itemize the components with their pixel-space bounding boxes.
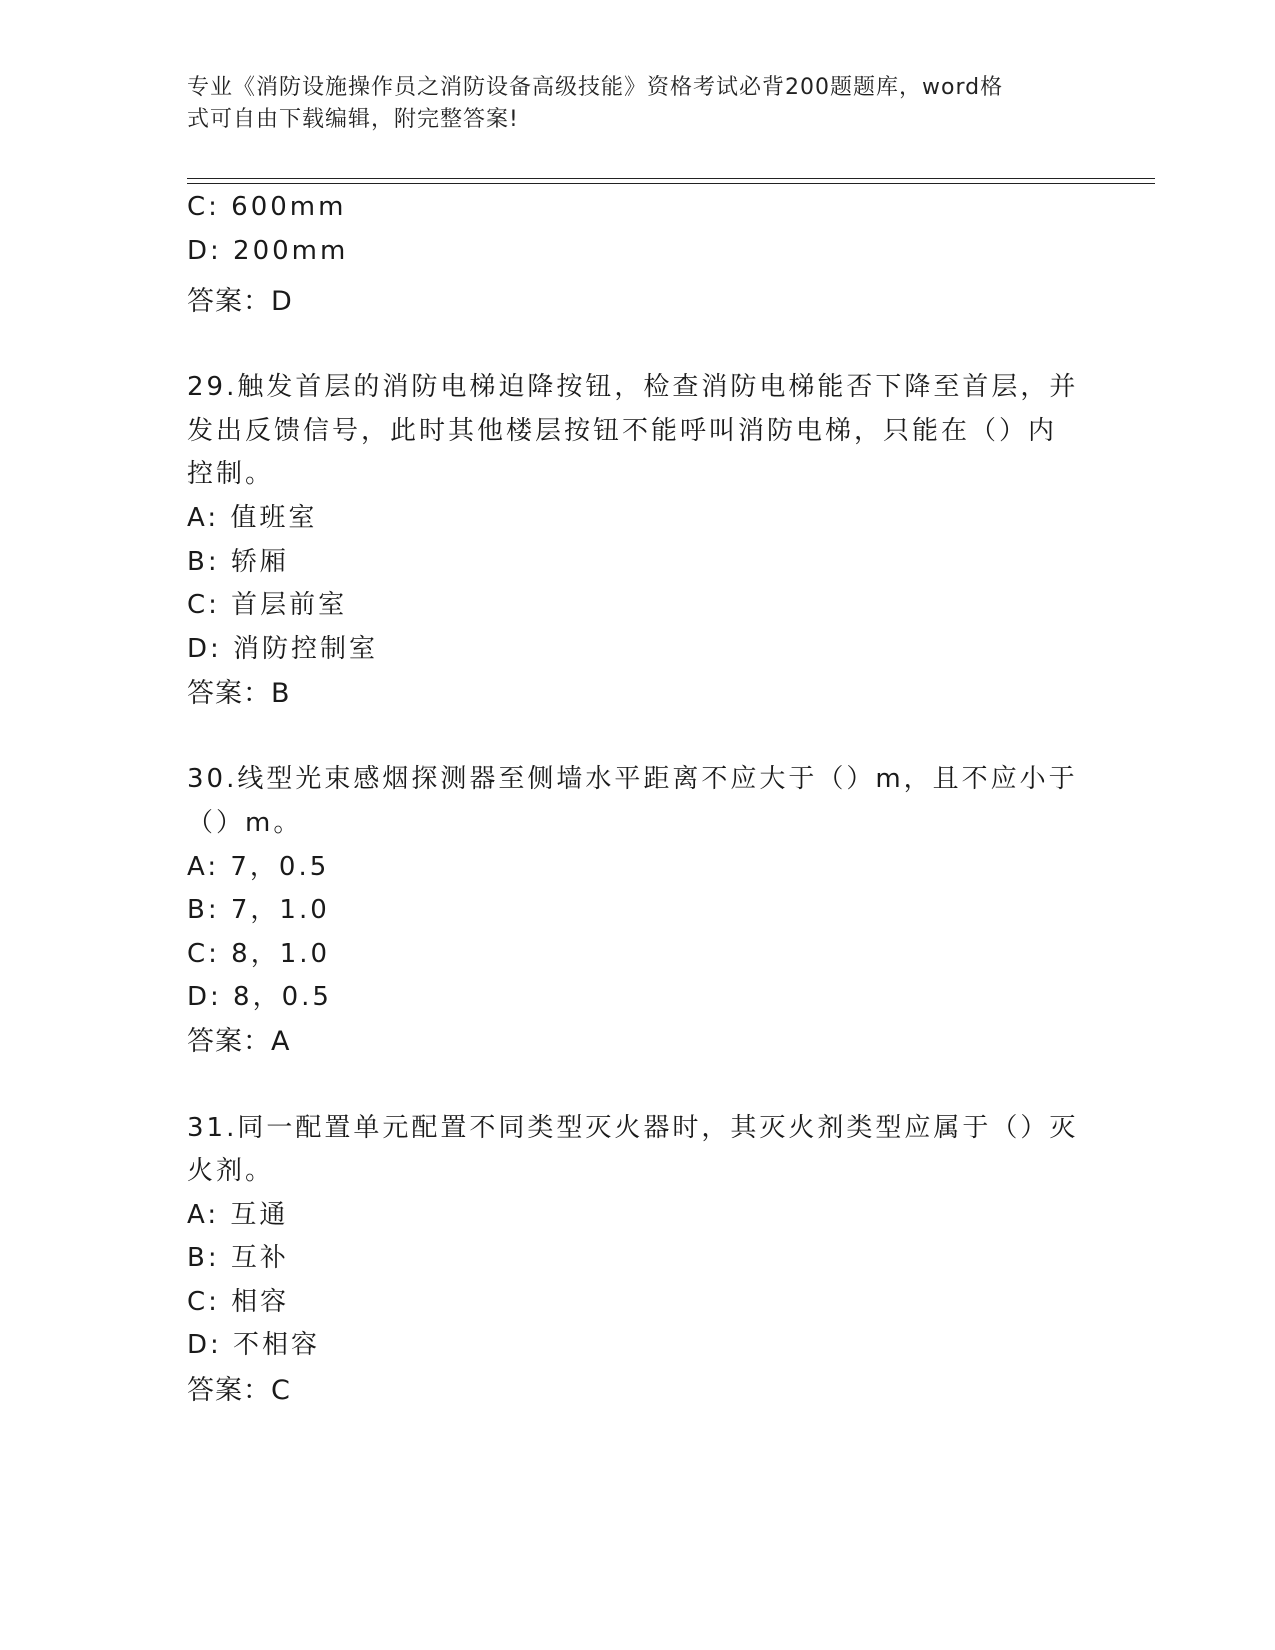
q30-option-d: D: 8，0.5 — [187, 982, 332, 1012]
q30-answer: 答案：A — [187, 1026, 291, 1057]
q29-stem-line-2: 发出反馈信号，此时其他楼层按钮不能呼叫消防电梯，只能在（）内 — [187, 416, 1058, 446]
q30-stem-line-1: 30.线型光束感烟探测器至侧墙水平距离不应大于（）m，且不应小于 — [187, 764, 1078, 794]
q30-option-b: B: 7，1.0 — [187, 895, 330, 925]
q31-stem-line-2: 火剂。 — [187, 1156, 275, 1186]
q31-option-a: A: 互通 — [187, 1200, 289, 1230]
q31-option-c: C: 相容 — [187, 1287, 290, 1317]
document-header — [187, 72, 1067, 136]
prev-option-c: C: 600mm — [187, 192, 347, 222]
prev-option-d: D: 200mm — [187, 236, 349, 266]
q29-option-d: D: 消防控制室 — [187, 634, 379, 664]
q29-option-a: A: 值班室 — [187, 503, 318, 533]
q29-stem-line-3: 控制。 — [187, 459, 275, 489]
q29-stem-line-1: 29.触发首层的消防电梯迫降按钮，检查消防电梯能否下降至首层，并 — [187, 372, 1079, 402]
q30-option-a: A: 7，0.5 — [187, 852, 330, 882]
q31-answer: 答案：C — [187, 1375, 291, 1406]
header-rule-bottom — [187, 183, 1155, 184]
q31-option-b: B: 互补 — [187, 1243, 289, 1273]
q29-option-b: B: 轿厢 — [187, 547, 289, 577]
q29-answer: 答案：B — [187, 678, 291, 709]
header-line-1: 专业《消防设施操作员之消防设备高级技能》资格考试必背200题题库，word格 — [187, 75, 1004, 100]
q31-stem-line-1: 31.同一配置单元配置不同类型灭火器时，其灭火剂类型应属于（）灭 — [187, 1113, 1079, 1143]
q30-stem-line-2: （）m。 — [187, 808, 303, 838]
header-line-2: 式可自由下载编辑，附完整答案! — [187, 107, 519, 132]
q29-option-c: C: 首层前室 — [187, 590, 348, 620]
prev-answer: 答案：D — [187, 286, 293, 317]
q31-option-d: D: 不相容 — [187, 1330, 321, 1360]
header-rule-top — [187, 178, 1155, 179]
q30-option-c: C: 8，1.0 — [187, 939, 331, 969]
